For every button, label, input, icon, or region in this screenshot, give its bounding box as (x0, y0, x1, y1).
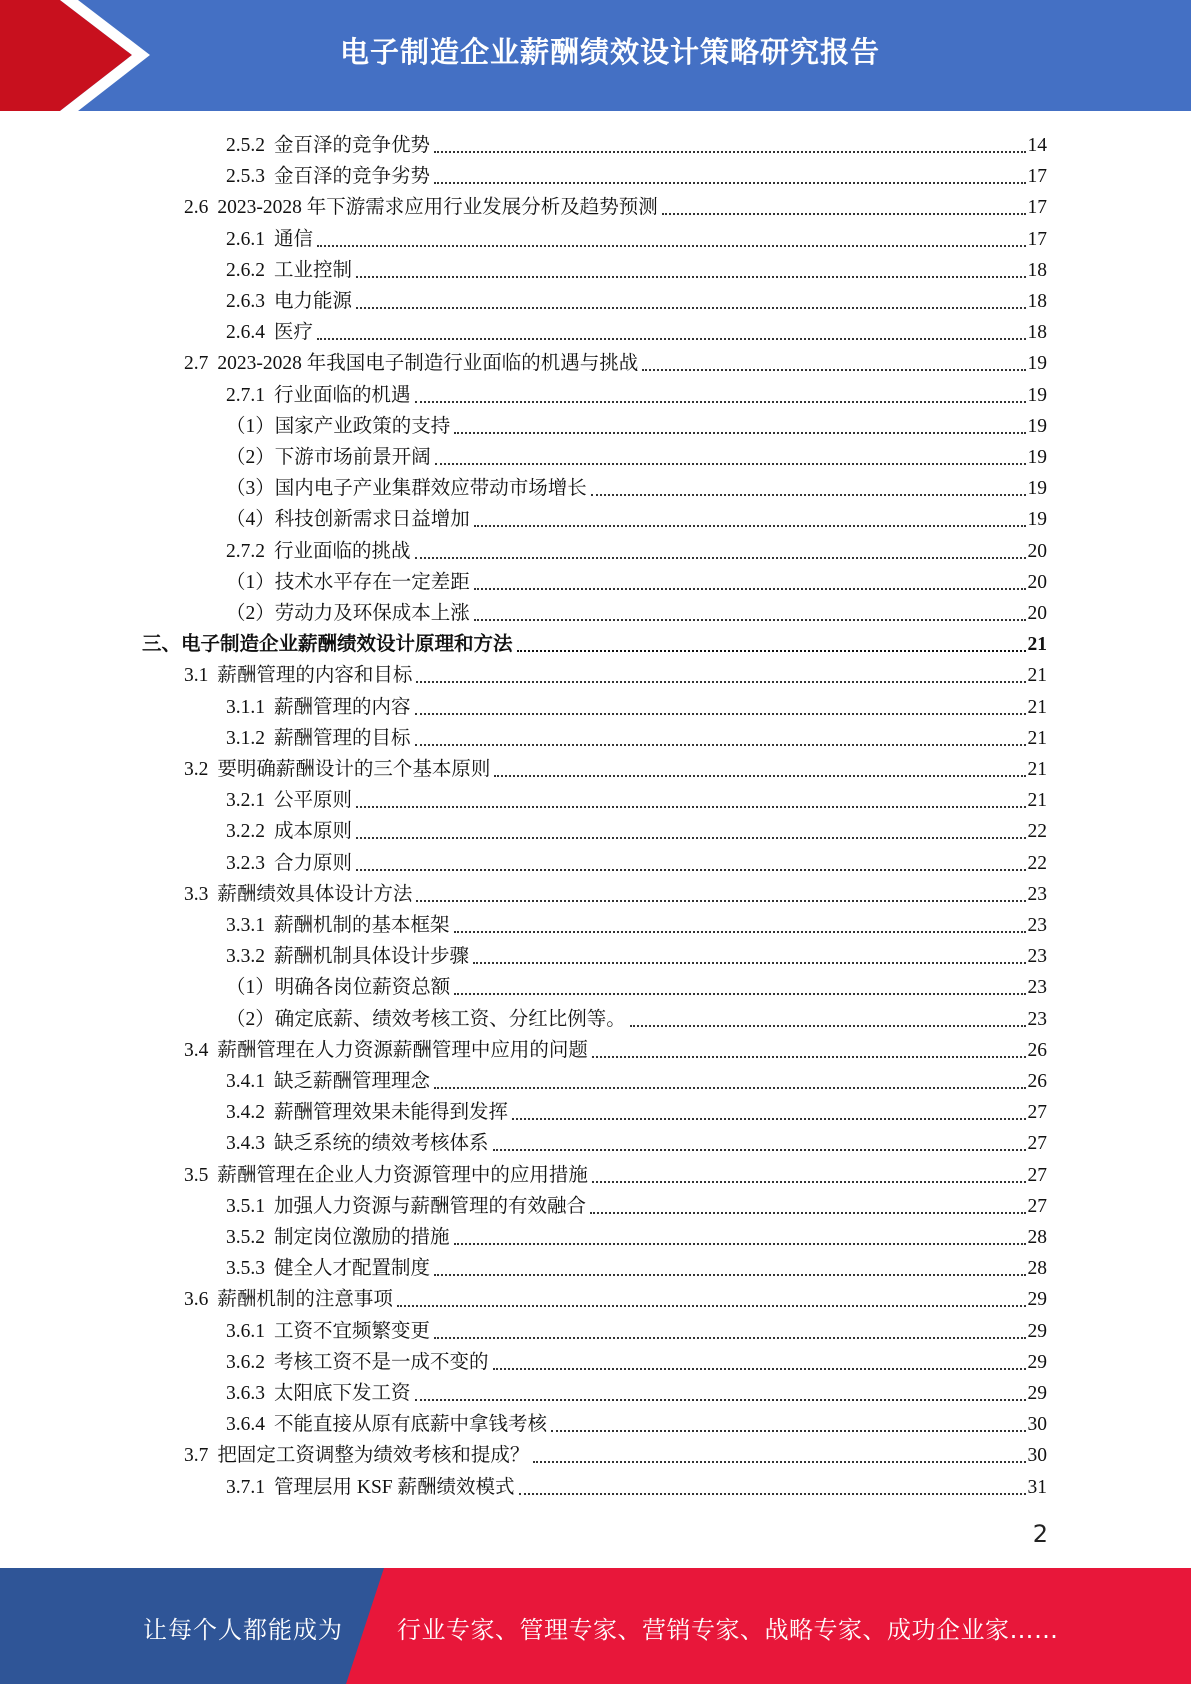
toc-entry-title: 2023-2028 年下游需求应用行业发展分析及趋势预测 (217, 197, 658, 219)
toc-entry-number: 3.6.4 (226, 1414, 265, 1436)
toc-dot-leader (493, 1368, 1026, 1370)
toc-entry[interactable] (226, 1250, 1047, 1281)
toc-entry[interactable] (226, 595, 1047, 626)
footer-slogan-left: 让每个人都能成为 (143, 1616, 343, 1644)
header-red-arrow (0, 0, 132, 111)
toc-entry-number: 3.7.1 (226, 1476, 265, 1498)
toc-entry-number: 2.5.2 (226, 135, 265, 156)
toc-entry-page: 26 (1027, 1039, 1047, 1061)
toc-entry[interactable] (184, 876, 1047, 907)
toc-entry-number: 3.1.1 (226, 696, 265, 718)
toc-entry-title: 医疗 (274, 322, 314, 344)
toc-entry-number: 2.7.1 (226, 384, 265, 406)
toc-entry[interactable] (226, 689, 1047, 720)
toc-entry[interactable] (226, 1094, 1047, 1125)
toc-entry[interactable] (226, 408, 1047, 439)
toc-entry-title: （2）下游市场前景开阔 (226, 447, 431, 468)
toc-dot-leader (454, 432, 1025, 434)
toc-entry-title: 薪酬机制具体设计步骤 (274, 946, 470, 968)
toc-entry-title: 通信 (274, 228, 314, 250)
toc-entry-page: 19 (1027, 509, 1047, 531)
toc-dot-leader (434, 1337, 1025, 1339)
toc-entry[interactable] (226, 439, 1047, 470)
toc-entry-number: 3.6 (184, 1289, 209, 1311)
toc-entry[interactable] (226, 283, 1047, 314)
toc-entry[interactable] (184, 1437, 1047, 1468)
toc-entry[interactable] (226, 1219, 1047, 1250)
toc-entry-number: 3.4.1 (226, 1071, 265, 1092)
toc-entry[interactable] (226, 1469, 1047, 1500)
toc-entry-title: 制定岗位激励的措施 (274, 1227, 450, 1248)
toc-entry-page: 17 (1027, 166, 1047, 188)
toc-entry-title: 薪酬机制的注意事项 (217, 1289, 393, 1311)
page-footer (0, 1568, 1191, 1684)
toc-entry-title: 薪酬管理效果未能得到发挥 (274, 1102, 509, 1124)
toc-entry-number: 2.5.3 (226, 166, 265, 188)
toc-entry-title: （1）国家产业政策的支持 (226, 415, 451, 437)
toc-dot-leader (512, 1118, 1025, 1120)
toc-dot-leader (435, 463, 1026, 465)
toc-entry-title: （2）劳动力及环保成本上涨 (226, 603, 470, 624)
toc-dot-leader (415, 744, 1026, 746)
toc-dot-leader (356, 869, 1025, 871)
toc-entry-page: 22 (1027, 821, 1047, 843)
toc-dot-leader (474, 619, 1026, 621)
toc-entry[interactable] (184, 1157, 1047, 1188)
toc-entry-page: 28 (1027, 1227, 1047, 1248)
toc-dot-leader (415, 1399, 1026, 1401)
toc-entry-number: 3.6.3 (226, 1383, 265, 1404)
toc-entry-title: 行业面临的挑战 (274, 540, 411, 562)
toc-dot-leader (416, 681, 1025, 683)
toc-entry-page: 19 (1027, 415, 1047, 437)
toc-entry-title: 管理层用 KSF 薪酬绩效模式 (274, 1476, 515, 1498)
toc-dot-leader (517, 650, 1026, 652)
toc-entry-title: （4）科技创新需求日益增加 (226, 509, 470, 531)
toc-entry-number: 3.3.1 (226, 915, 265, 936)
toc-dot-leader (356, 837, 1025, 839)
toc-dot-leader (454, 931, 1026, 933)
toc-dot-leader (494, 775, 1025, 777)
toc-entry-page: 17 (1027, 228, 1047, 250)
toc-entry[interactable] (184, 1281, 1047, 1312)
toc-entry-title: 加强人力资源与薪酬管理的有效融合 (274, 1195, 587, 1217)
toc-entry[interactable] (226, 127, 1047, 158)
toc-entry-number: 3.2 (184, 759, 209, 780)
toc-entry-title: 薪酬管理在企业人力资源管理中的应用措施 (217, 1164, 588, 1186)
toc-entry-page: 26 (1027, 1071, 1047, 1092)
toc-entry-page: 18 (1027, 291, 1047, 312)
toc-entry-page: 23 (1027, 915, 1047, 936)
toc-entry[interactable] (142, 626, 1047, 657)
toc-entry-number: 3.4.3 (226, 1133, 265, 1155)
toc-dot-leader (474, 588, 1026, 590)
toc-entry-page: 27 (1027, 1195, 1047, 1217)
toc-entry-title: 金百泽的竞争劣势 (274, 166, 431, 188)
toc-entry-number: 3.5.2 (226, 1227, 265, 1248)
toc-entry[interactable] (226, 221, 1047, 252)
toc-entry[interactable] (226, 314, 1047, 345)
toc-entry[interactable] (226, 1063, 1047, 1094)
toc-entry-page: 18 (1027, 322, 1047, 344)
toc-dot-leader (356, 806, 1025, 808)
toc-entry[interactable] (226, 501, 1047, 532)
toc-entry-number: 3.4 (184, 1039, 209, 1061)
toc-entry-page: 14 (1027, 135, 1047, 156)
toc-entry-number: 3.2.1 (226, 790, 265, 812)
toc-entry[interactable] (226, 564, 1047, 595)
toc-entry-page: 23 (1027, 977, 1047, 999)
toc-entry-page: 29 (1027, 1289, 1047, 1311)
toc-entry-title: 薪酬管理在人力资源薪酬管理中应用的问题 (217, 1039, 588, 1061)
toc-entry-title: 缺乏系统的绩效考核体系 (274, 1133, 489, 1155)
toc-entry-page: 18 (1027, 259, 1047, 281)
toc-entry-title: 工业控制 (274, 259, 353, 281)
toc-entry-page: 30 (1027, 1445, 1047, 1467)
toc-dot-leader (533, 1461, 1025, 1463)
toc-dot-leader (590, 1212, 1025, 1214)
toc-entry-page: 19 (1027, 353, 1047, 375)
toc-entry-number: 3.2.3 (226, 852, 265, 874)
toc-entry-page: 20 (1027, 571, 1047, 593)
toc-dot-leader (415, 713, 1026, 715)
page-header (0, 0, 1191, 111)
toc-dot-leader (356, 307, 1025, 309)
toc-entry-number: 2.7 (184, 353, 209, 375)
toc-entry-title: 薪酬绩效具体设计方法 (217, 883, 413, 905)
toc-entry-number: 3.5 (184, 1164, 209, 1186)
toc-entry[interactable] (184, 657, 1047, 688)
toc-entry-title: 太阳底下发工资 (274, 1383, 411, 1404)
toc-entry-title: 把固定工资调整为绩效考核和提成？ (217, 1445, 530, 1467)
toc-dot-leader (415, 557, 1026, 559)
toc-entry-title: 薪酬管理的目标 (274, 727, 411, 749)
toc-dot-leader (519, 1493, 1026, 1495)
toc-entry-title: 成本原则 (274, 821, 353, 843)
toc-dot-leader (356, 276, 1025, 278)
toc-entry[interactable] (226, 470, 1047, 501)
toc-dot-leader (630, 1025, 1026, 1027)
toc-entry-page: 28 (1027, 1258, 1047, 1280)
toc-dot-leader (591, 494, 1026, 496)
toc-entry-page: 19 (1027, 447, 1047, 468)
toc-entry-title: 三、电子制造企业薪酬绩效设计原理和方法 (142, 634, 513, 656)
toc-entry[interactable] (226, 1001, 1047, 1032)
toc-entry[interactable] (226, 1344, 1047, 1375)
toc-entry[interactable] (226, 813, 1047, 844)
toc-entry-title: 工资不宜频繁变更 (274, 1320, 431, 1342)
toc-entry[interactable] (226, 1125, 1047, 1156)
toc-entry-number: 2.6.3 (226, 291, 265, 312)
toc-entry[interactable] (184, 751, 1047, 782)
toc-entry[interactable] (226, 782, 1047, 813)
toc-entry-title: （1）技术水平存在一定差距 (226, 571, 470, 593)
toc-entry-title: 健全人才配置制度 (274, 1258, 431, 1280)
header-arrow-decoration (0, 0, 160, 111)
toc-entry[interactable] (226, 1188, 1047, 1219)
toc-entry-number: 3.5.3 (226, 1258, 265, 1280)
toc-dot-leader (592, 1056, 1026, 1058)
toc-entry-page: 20 (1027, 603, 1047, 624)
toc-entry-page: 17 (1027, 197, 1047, 219)
toc-entry-page: 21 (1027, 727, 1047, 749)
toc-entry-title: 行业面临的机遇 (274, 384, 411, 406)
toc-entry-title: 薪酬管理的内容 (274, 696, 411, 718)
toc-entry[interactable] (226, 1375, 1047, 1406)
toc-entry-number: 2.7.2 (226, 540, 265, 562)
toc-entry[interactable] (226, 907, 1047, 938)
toc-entry-page: 29 (1027, 1351, 1047, 1373)
toc-entry-number: 3.4.2 (226, 1102, 265, 1124)
toc-entry-number: 2.6.2 (226, 259, 265, 281)
toc-dot-leader (474, 525, 1026, 527)
toc-dot-leader (551, 1430, 1025, 1432)
toc-dot-leader (415, 401, 1026, 403)
toc-dot-leader (493, 1149, 1026, 1151)
toc-entry-title: 薪酬机制的基本框架 (274, 915, 450, 936)
toc-dot-leader (434, 1087, 1025, 1089)
toc-entry-number: 2.6.1 (226, 228, 265, 250)
toc-entry-page: 23 (1027, 883, 1047, 905)
toc-entry-page: 19 (1027, 478, 1047, 500)
toc-entry[interactable] (226, 252, 1047, 283)
toc-entry[interactable] (226, 938, 1047, 969)
toc-entry-number: 2.6.4 (226, 322, 265, 344)
toc-entry[interactable] (184, 189, 1047, 220)
toc-entry-page: 29 (1027, 1383, 1047, 1404)
toc-entry-number: 3.5.1 (226, 1195, 265, 1217)
toc-entry-page: 21 (1027, 790, 1047, 812)
toc-entry-title: （3）国内电子产业集群效应带动市场增长 (226, 478, 587, 500)
toc-entry-title: 不能直接从原有底薪中拿钱考核 (274, 1414, 548, 1436)
toc-entry[interactable] (184, 1032, 1047, 1063)
toc-entry-number: 3.6.1 (226, 1320, 265, 1342)
toc-entry-title: 考核工资不是一成不变的 (274, 1351, 489, 1373)
toc-entry-page: 27 (1027, 1164, 1047, 1186)
toc-dot-leader (397, 1305, 1026, 1307)
toc-dot-leader (317, 245, 1025, 247)
toc-entry-page: 22 (1027, 852, 1047, 874)
toc-entry-page: 21 (1027, 696, 1047, 718)
toc-entry-title: （2）确定底薪、绩效考核工资、分红比例等。 (226, 1008, 626, 1030)
toc-dot-leader (317, 338, 1025, 340)
toc-dot-leader (454, 993, 1025, 995)
toc-entry-title: 2023-2028 年我国电子制造行业面临的机遇与挑战 (217, 353, 639, 375)
toc-entry-page: 31 (1027, 1476, 1047, 1498)
toc-entry-title: 薪酬管理的内容和目标 (217, 665, 413, 687)
toc-dot-leader (592, 1181, 1026, 1183)
toc-entry-title: 金百泽的竞争优势 (274, 135, 431, 156)
toc-entry-page: 21 (1027, 759, 1047, 780)
toc-dot-leader (434, 151, 1025, 153)
toc-entry-page: 19 (1027, 384, 1047, 406)
toc-entry-page: 23 (1027, 946, 1047, 968)
toc-dot-leader (434, 182, 1025, 184)
toc-entry-page: 29 (1027, 1320, 1047, 1342)
toc-entry-number: 3.2.2 (226, 821, 265, 843)
toc-dot-leader (416, 900, 1025, 902)
toc-entry-page: 21 (1027, 634, 1047, 656)
toc-entry-title: 公平原则 (274, 790, 353, 812)
toc-entry-title: 电力能源 (274, 291, 353, 312)
toc-entry-page: 23 (1027, 1008, 1047, 1030)
toc-entry[interactable] (226, 969, 1047, 1000)
toc-entry-title: 合力原则 (274, 852, 353, 874)
toc-entry-title: 缺乏薪酬管理理念 (274, 1071, 431, 1092)
report-title: 电子制造企业薪酬绩效设计策略研究报告 (339, 35, 880, 69)
toc-dot-leader (473, 962, 1025, 964)
toc-entry[interactable] (184, 345, 1047, 376)
toc-entry-title: （1）明确各岗位薪资总额 (226, 977, 451, 999)
toc-entry[interactable] (226, 1406, 1047, 1437)
toc-entry[interactable] (226, 1313, 1047, 1344)
toc-entry-number: 3.1.2 (226, 727, 265, 749)
toc-entry-number: 3.6.2 (226, 1351, 265, 1373)
toc-entry-page: 20 (1027, 540, 1047, 562)
toc-entry-page: 30 (1027, 1414, 1047, 1436)
toc-dot-leader (454, 1243, 1026, 1245)
toc-entry[interactable] (226, 377, 1047, 408)
toc-entry[interactable] (226, 533, 1047, 564)
toc-entry-number: 3.1 (184, 665, 209, 687)
footer-slogan-right: 行业专家、管理专家、营销专家、战略专家、成功企业家…… (397, 1616, 1059, 1644)
toc-entry-title: 要明确薪酬设计的三个基本原则 (217, 759, 491, 780)
toc-entry-number: 2.6 (184, 197, 209, 219)
toc-entry-page: 27 (1027, 1102, 1047, 1124)
toc-dot-leader (642, 369, 1025, 371)
toc-entry-number: 3.7 (184, 1445, 209, 1467)
toc-entry[interactable] (226, 720, 1047, 751)
toc-entry-page: 21 (1027, 665, 1047, 687)
toc-dot-leader (662, 213, 1026, 215)
toc-entry[interactable] (226, 158, 1047, 189)
toc-entry-number: 3.3.2 (226, 946, 265, 968)
toc-entry-number: 3.3 (184, 883, 209, 905)
page-number: 2 (1032, 1520, 1048, 1548)
toc-dot-leader (434, 1274, 1025, 1276)
toc-entry-page: 27 (1027, 1133, 1047, 1155)
toc-entry[interactable] (226, 845, 1047, 876)
